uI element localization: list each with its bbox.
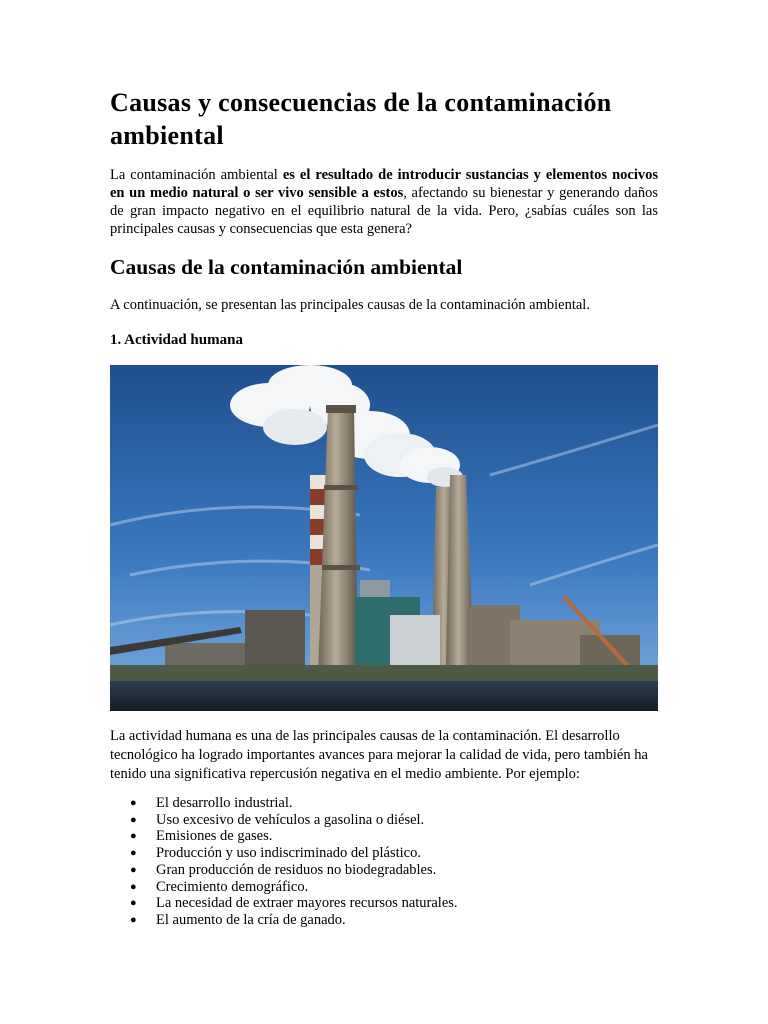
list-item <box>110 862 458 879</box>
bullet-icon: ● <box>130 897 137 910</box>
bullet-icon: ● <box>130 913 137 926</box>
bullet-icon: ● <box>130 863 137 876</box>
intro-text-start: La contaminación ambiental <box>110 167 283 183</box>
bullet-icon: ● <box>130 880 137 893</box>
bullet-icon: ● <box>130 813 137 826</box>
list-item-text: El desarrollo industrial. <box>156 795 293 811</box>
list-item <box>110 845 458 862</box>
list-item-text: La necesidad de extraer mayores recursos naturales. <box>156 895 458 912</box>
list-item <box>110 812 458 829</box>
list-item <box>110 828 458 845</box>
bullet-icon: ● <box>130 830 137 843</box>
list-item <box>110 879 458 896</box>
bullet-icon: ● <box>130 847 137 860</box>
list-item-text: Uso excesivo de vehículos a gasolina o diésel. <box>156 811 425 828</box>
subsection-heading: 1. Actividad humana <box>110 332 243 348</box>
list-item-text: Crecimiento demográfico. <box>156 878 309 895</box>
list-item-text: El aumento de la cría de ganado. <box>156 911 346 928</box>
factory-smokestacks-photo <box>110 365 658 711</box>
section-heading: Causas de la contaminación ambiental <box>110 255 463 279</box>
section-intro: A continuación, se presentan las principales causas de la contaminación ambiental. <box>110 297 590 313</box>
list-item-text: Emisiones de gases. <box>156 828 273 845</box>
subsection-paragraph: La actividad humana es una de las principales causas de la contaminación. El desarrollo tecnológico ha logrado importantes avances para mejorar la calidad de vida, pero también ha tenido una significativa repercusión negativa en el medio ambiente. Por ejemplo: <box>110 728 648 782</box>
list-item <box>110 895 458 912</box>
intro-paragraph <box>110 166 658 238</box>
list-item-text: Gran producción de residuos no biodegradables. <box>156 861 437 878</box>
page-title: Causas y consecuencias de la contaminación ambiental <box>110 88 612 150</box>
list-item <box>110 795 458 812</box>
list-item-text: Producción y uso indiscriminado del plástico. <box>156 845 421 862</box>
bullet-icon: ● <box>130 797 137 809</box>
intro-text-end: , afectando su bienestar y generando daños de gran impacto negativo en el equilibrio natural de la vida. Pero, ¿sabías cuáles son las principales causas y consecuencias que esta genera? <box>110 185 658 237</box>
list-item <box>110 912 458 929</box>
intro-bold-text: es el resultado de introducir sustancias y elementos nocivos en un medio natural o ser vivo sensible a estos <box>110 167 658 201</box>
causes-list <box>110 795 458 929</box>
